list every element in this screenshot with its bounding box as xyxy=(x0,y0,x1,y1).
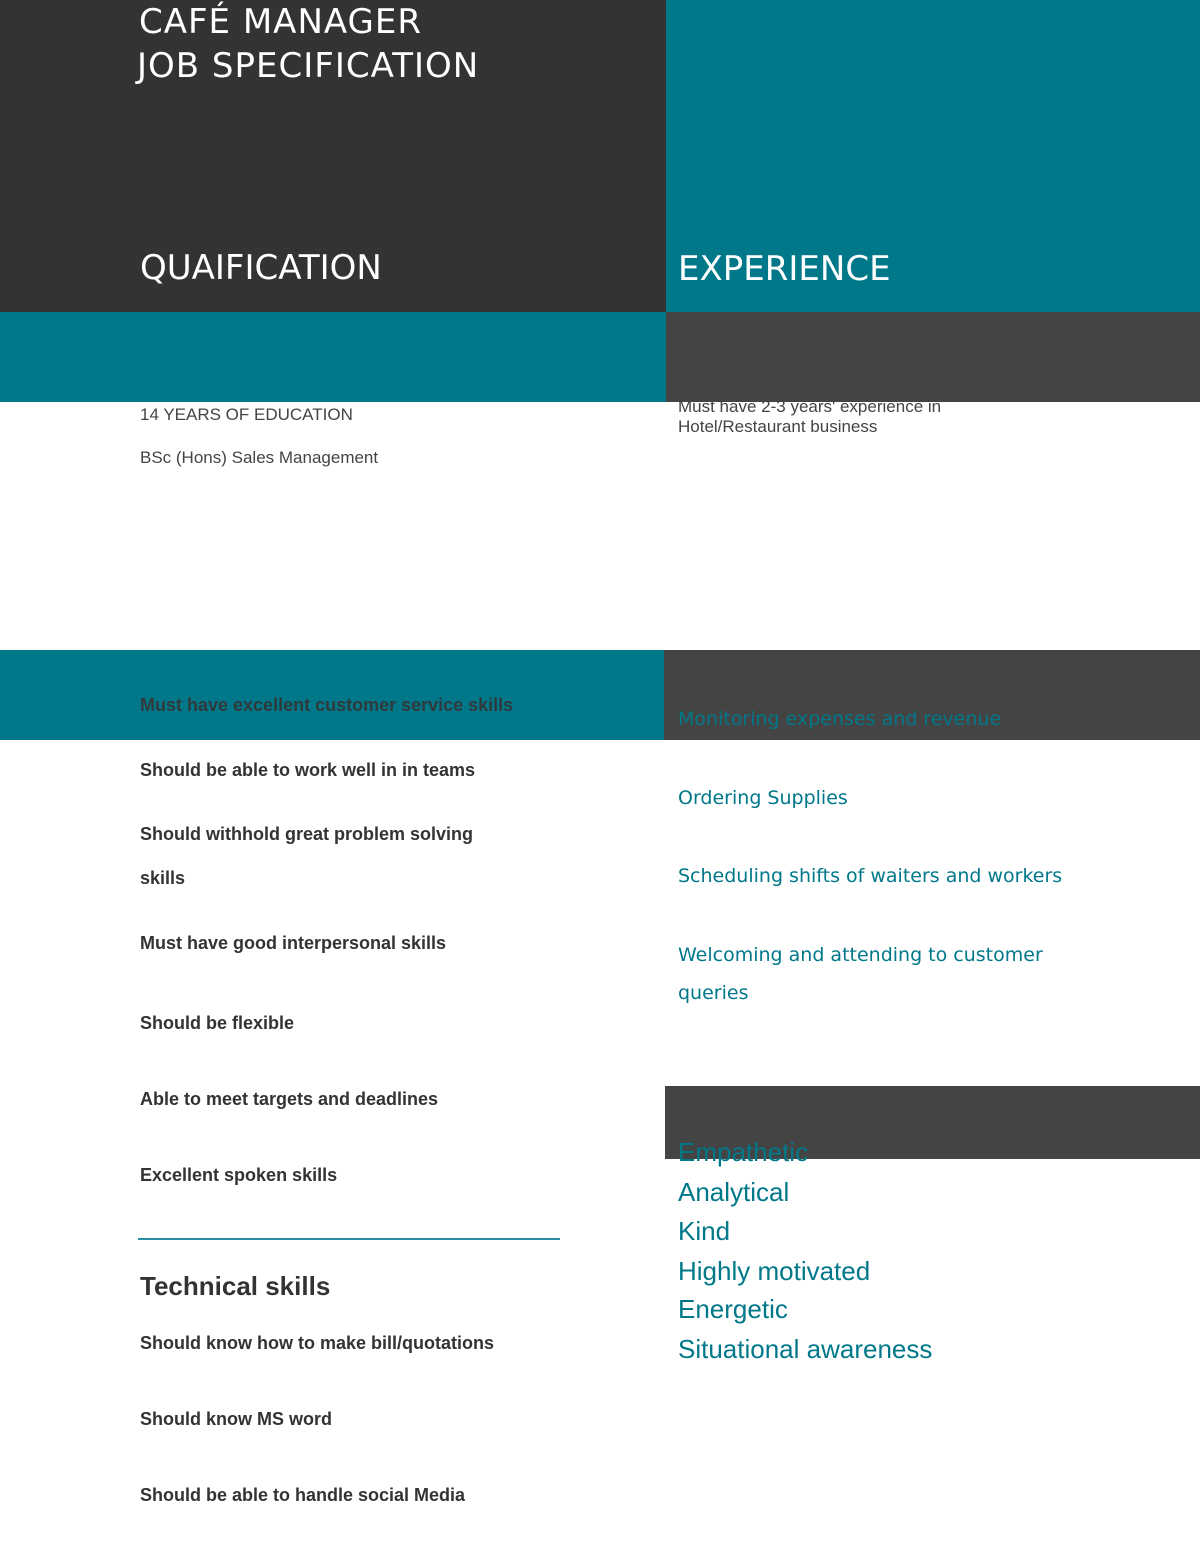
duty-item: Scheduling shifts of waiters and workers xyxy=(678,865,1063,887)
skill-item: Should be able to work well in in teams xyxy=(140,760,476,780)
duty-item: queries xyxy=(678,982,749,1004)
qualification-item: 14 YEARS OF EDUCATION xyxy=(140,405,353,424)
trait-item: Kind xyxy=(678,1216,731,1246)
qualification-heading: QUAIFICATION xyxy=(140,248,382,288)
duty-item: Monitoring expenses and revenue xyxy=(678,708,1002,730)
title-line-1: CAFÉ MANAGER xyxy=(139,2,422,42)
skill-item: Should withhold great problem solving xyxy=(140,824,473,844)
skill-item: Able to meet targets and deadlines xyxy=(140,1089,439,1109)
skill-item: Excellent spoken skills xyxy=(140,1165,338,1185)
trait-item: Highly motivated xyxy=(678,1256,871,1286)
experience-text-line: Hotel/Restaurant business xyxy=(678,417,878,436)
duty-item: Welcoming and attending to customer xyxy=(678,944,1043,966)
experience-heading: EXPERIENCE xyxy=(678,249,891,289)
skill-item: skills xyxy=(140,868,186,888)
experience-dark-band xyxy=(666,312,1200,402)
technical-skills-heading: Technical skills xyxy=(140,1271,331,1301)
skill-item: Must have good interpersonal skills xyxy=(140,933,447,953)
page-title xyxy=(139,0,479,88)
technical-skill-item: Should know MS word xyxy=(140,1409,332,1429)
experience-text xyxy=(678,397,941,437)
trait-item: Situational awareness xyxy=(678,1334,933,1364)
trait-item: Energetic xyxy=(678,1294,788,1324)
trait-item: Analytical xyxy=(678,1177,790,1207)
experience-text-line: Must have 2-3 years' experience in xyxy=(678,397,942,416)
duty-item: Ordering Supplies xyxy=(678,787,848,809)
section-divider xyxy=(138,1238,560,1240)
technical-skill-item: Should be able to handle social Media xyxy=(140,1485,466,1505)
skill-item: Must have excellent customer service skills xyxy=(140,695,514,715)
skill-item: Should be flexible xyxy=(140,1013,295,1033)
qualification-teal-band xyxy=(0,312,666,402)
trait-item: Empathetic xyxy=(678,1137,809,1167)
qualification-item: BSc (Hons) Sales Management xyxy=(140,448,379,467)
title-line-2: JOB SPECIFICATION xyxy=(137,46,480,86)
technical-skill-item: Should know how to make bill/quotations xyxy=(140,1333,494,1353)
